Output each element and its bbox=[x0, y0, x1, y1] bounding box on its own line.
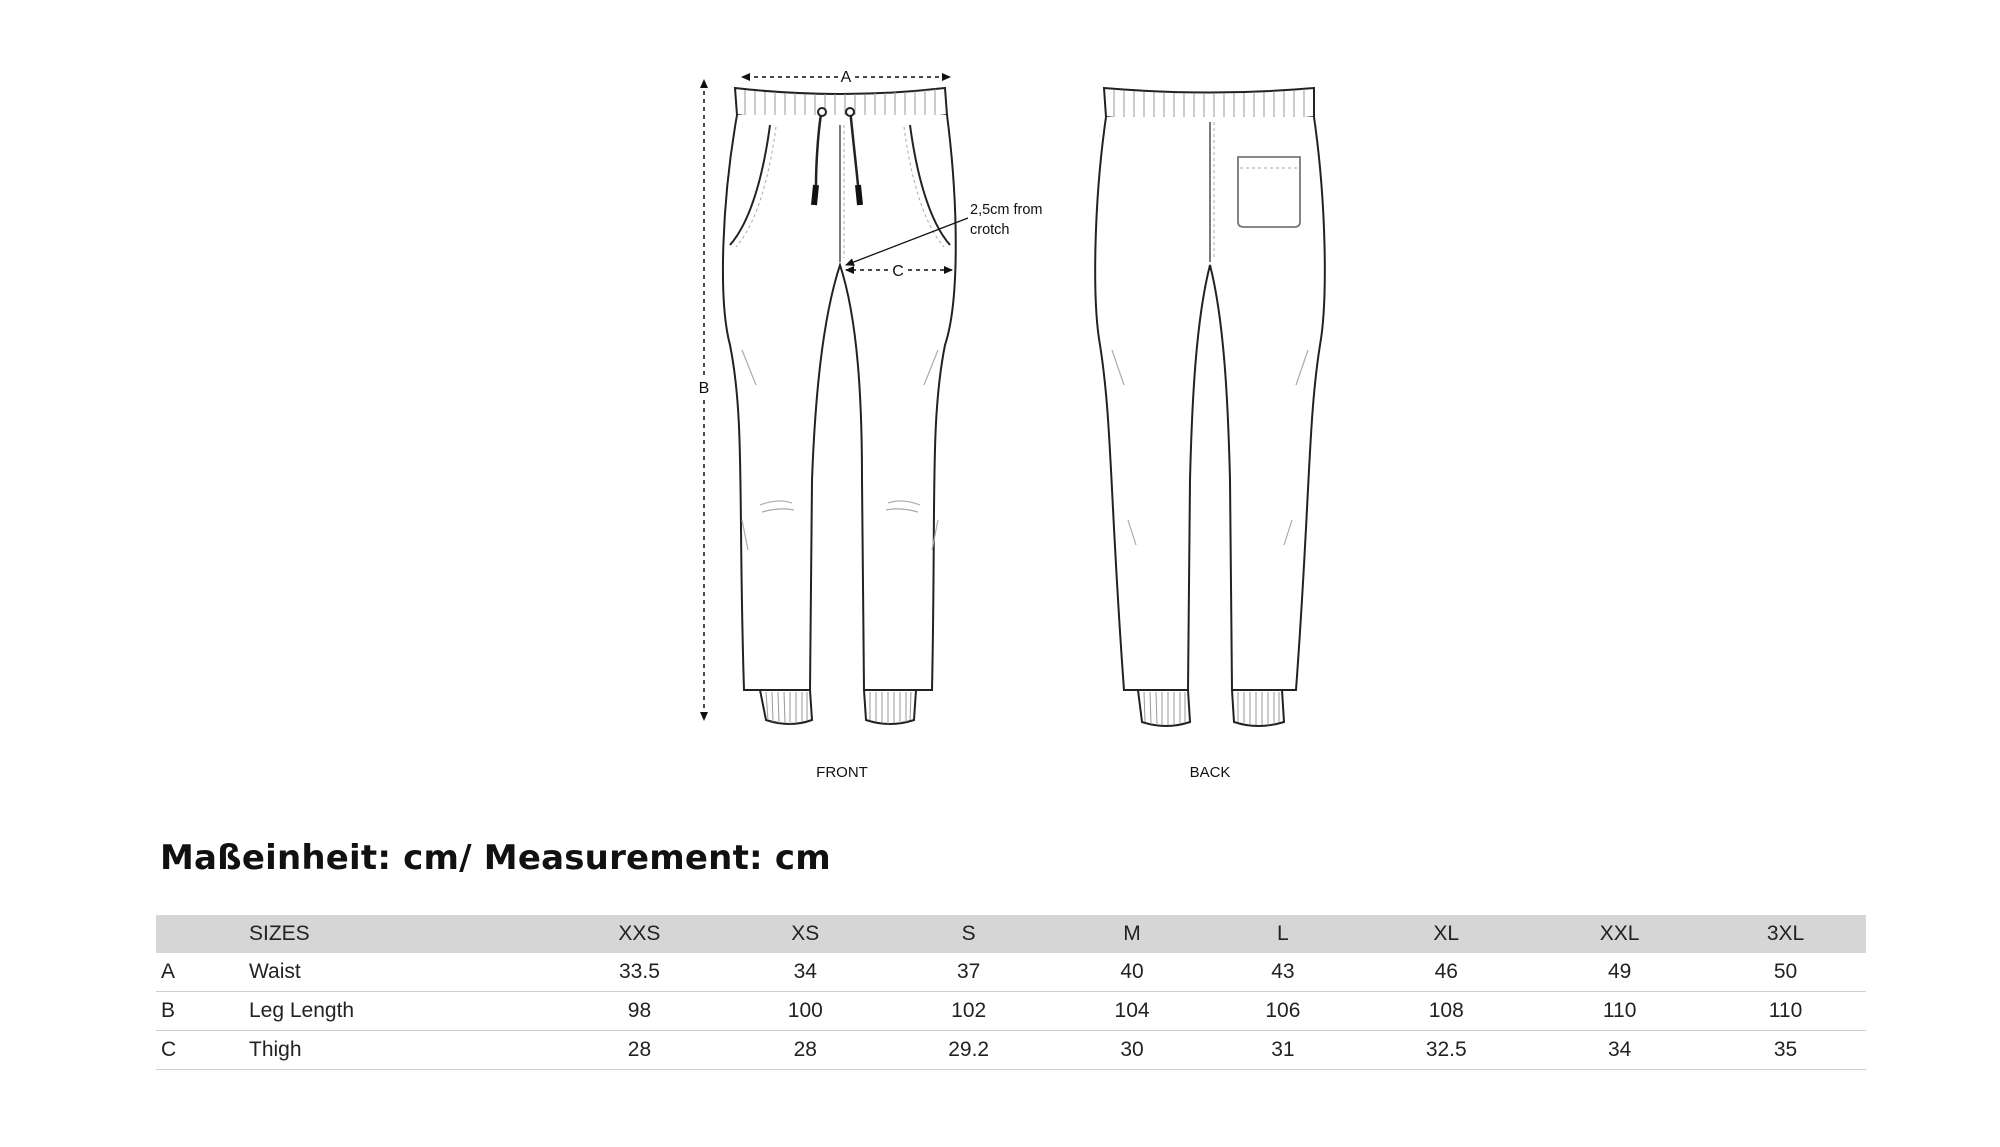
value-cell: 110 bbox=[1768, 999, 1803, 1022]
header-size-cell: M bbox=[1123, 922, 1141, 945]
value-cell: 29.2 bbox=[948, 1038, 990, 1061]
row-label: Thigh bbox=[249, 1038, 302, 1061]
header-size-cell: XXS bbox=[618, 922, 661, 945]
value-cell: 98 bbox=[627, 999, 652, 1022]
size-chart-table bbox=[156, 915, 1866, 1070]
value-cell: 102 bbox=[951, 999, 987, 1022]
dim-a-label: A bbox=[840, 69, 852, 86]
value-cell: 110 bbox=[1602, 999, 1637, 1022]
value-cell: 30 bbox=[1120, 1038, 1144, 1061]
value-cell: 106 bbox=[1265, 999, 1301, 1022]
row-label: Leg Length bbox=[249, 999, 355, 1022]
value-cell: 100 bbox=[787, 999, 823, 1022]
header-size-cell: 3XL bbox=[1766, 922, 1805, 945]
crotch-note-line2: crotch bbox=[970, 222, 1010, 238]
value-cell: 35 bbox=[1773, 1038, 1798, 1061]
value-cell: 40 bbox=[1120, 960, 1144, 983]
crotch-note-line1: 2,5cm from bbox=[970, 202, 1043, 218]
header-size-cell: XS bbox=[791, 922, 820, 945]
measurement-unit-heading: Maßeinheit: cm/ Measurement: cm bbox=[160, 838, 831, 878]
row-letter: B bbox=[161, 999, 176, 1022]
value-cell: 34 bbox=[1607, 1038, 1632, 1061]
back-view bbox=[1095, 88, 1325, 726]
dim-c-label: C bbox=[892, 263, 904, 280]
table-row bbox=[156, 1031, 1866, 1070]
value-cell: 34 bbox=[793, 960, 817, 983]
value-cell: 28 bbox=[627, 1038, 652, 1061]
value-cell: 49 bbox=[1607, 960, 1632, 983]
value-cell: 46 bbox=[1434, 960, 1458, 983]
front-view-label: FRONT bbox=[816, 764, 868, 781]
value-cell: 32.5 bbox=[1425, 1038, 1467, 1061]
row-letter: A bbox=[161, 960, 176, 983]
back-right-cuff bbox=[1232, 690, 1284, 726]
front-pants-outline bbox=[723, 115, 956, 690]
value-cell: 28 bbox=[793, 1038, 817, 1061]
value-cell: 37 bbox=[957, 960, 981, 983]
value-cell: 31 bbox=[1271, 1038, 1295, 1061]
value-cell: 43 bbox=[1271, 960, 1295, 983]
front-right-cuff bbox=[864, 690, 916, 724]
table-row bbox=[156, 953, 1866, 992]
row-letter: C bbox=[161, 1038, 177, 1061]
dim-b-label: B bbox=[698, 380, 710, 397]
table-header-row bbox=[156, 915, 1866, 953]
header-size-cell: L bbox=[1277, 922, 1289, 945]
header-sizes-label: SIZES bbox=[249, 922, 310, 945]
front-view bbox=[723, 88, 956, 724]
header-letter-cell bbox=[156, 915, 249, 953]
table-row bbox=[156, 992, 1866, 1031]
header-size-cell: XL bbox=[1433, 922, 1460, 945]
header-size-cell: S bbox=[961, 922, 976, 945]
value-cell: 33.5 bbox=[619, 960, 660, 983]
row-label: Waist bbox=[249, 960, 301, 983]
value-cell: 50 bbox=[1773, 960, 1798, 983]
value-cell: 104 bbox=[1114, 999, 1150, 1022]
value-cell: 108 bbox=[1428, 999, 1464, 1022]
header-size-cell: XXL bbox=[1599, 922, 1640, 945]
back-view-label: BACK bbox=[1189, 764, 1231, 781]
back-left-cuff bbox=[1138, 690, 1190, 726]
